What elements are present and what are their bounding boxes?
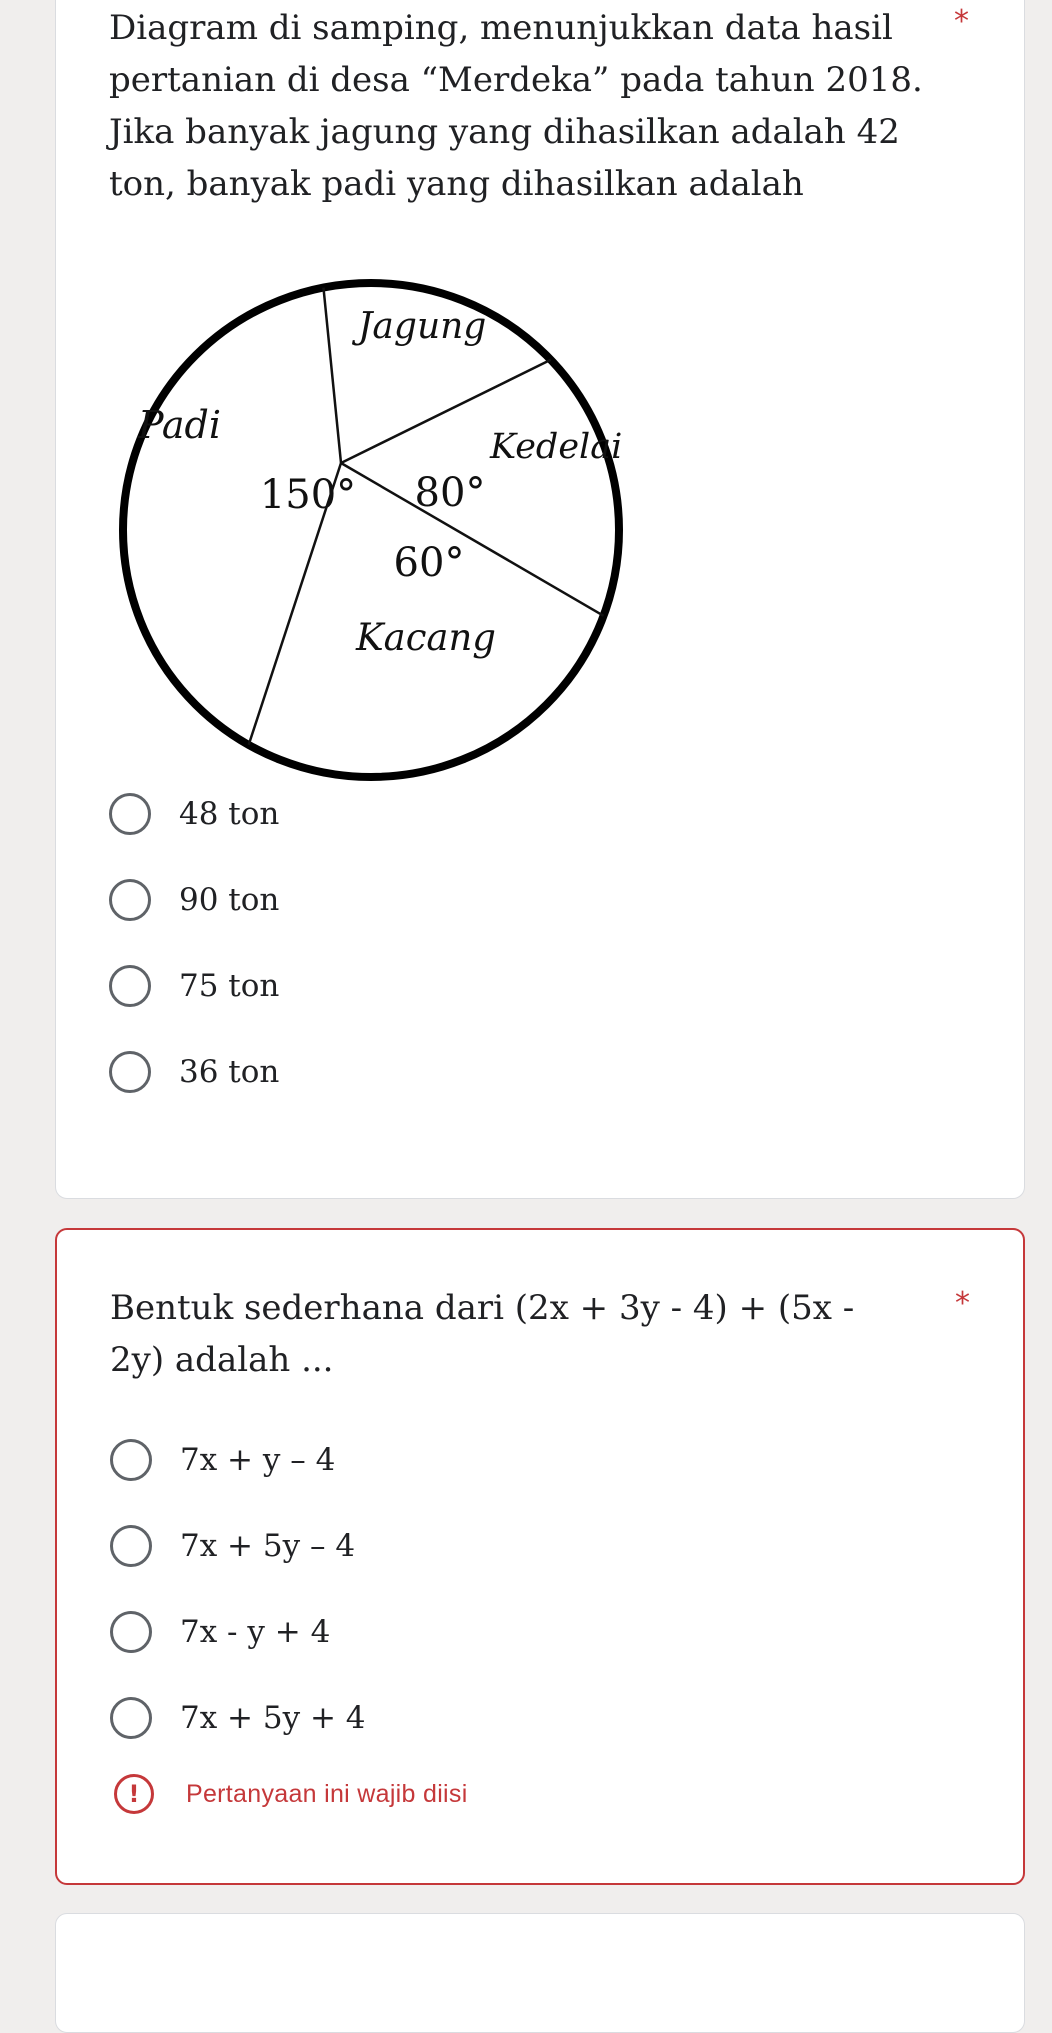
option-label: 90 ton (179, 882, 280, 918)
slice-label-jagung: Jagung (358, 306, 487, 347)
option-7x-5y-minus-4[interactable] (110, 1518, 355, 1574)
option-7x-5y-plus-4[interactable] (110, 1690, 366, 1746)
option-label: 7x + 5y – 4 (180, 1528, 356, 1564)
slice-label-kacang: Kacang (356, 616, 496, 659)
option-7x-minus-y-plus-4[interactable] (110, 1604, 330, 1660)
option-label: 7x + 5y + 4 (180, 1700, 366, 1736)
question-2-text: Bentuk sederhana dari (2x + 3y - 4) + (5x - 2y) adalah ... (110, 1288, 855, 1380)
option-label: 7x - y + 4 (180, 1614, 331, 1650)
option-36-ton[interactable] (109, 1044, 279, 1100)
question-1-text: Diagram di samping, menunjukkan data hasil pertanian di desa “Merdeka” pada tahun 2018. Jika banyak jagung yang dihasilkan adalah 42 ton, banyak padi yang dihasilkan adalah (109, 8, 923, 204)
radio-circle-icon[interactable] (110, 1697, 152, 1739)
radio-circle-icon[interactable] (109, 793, 151, 835)
radio-circle-icon[interactable] (109, 1051, 151, 1093)
option-label: 75 ton (179, 968, 280, 1004)
question-card-3 (55, 1913, 1025, 2033)
radio-circle-icon[interactable] (109, 965, 151, 1007)
question-card-2 (55, 1228, 1025, 1885)
error-message: Pertanyaan ini wajib diisi (186, 1779, 468, 1808)
option-75-ton[interactable] (109, 958, 279, 1014)
pie-chart (116, 270, 636, 790)
option-label: 48 ton (179, 796, 280, 832)
option-48-ton[interactable] (109, 786, 279, 842)
radio-circle-icon[interactable] (110, 1439, 152, 1481)
question-card-1 (55, 0, 1025, 1199)
option-90-ton[interactable] (109, 872, 279, 928)
required-asterisk: * (955, 1286, 970, 1321)
required-asterisk: * (954, 4, 969, 39)
slice-angle-kedelai: 80° (414, 470, 486, 516)
slice-angle-kacang: 60° (393, 540, 465, 586)
slice-label-padi: Padi (138, 403, 221, 447)
radio-circle-icon[interactable] (109, 879, 151, 921)
option-7x-y-minus-4[interactable] (110, 1432, 335, 1488)
slice-label-kedelai: Kedelai (490, 427, 623, 467)
pie-outline (123, 283, 619, 777)
required-error (114, 1774, 468, 1814)
option-label: 7x + y – 4 (180, 1442, 336, 1478)
error-exclamation-icon: ! (114, 1774, 154, 1814)
option-label: 36 ton (179, 1054, 280, 1090)
radio-circle-icon[interactable] (110, 1525, 152, 1567)
slice-angle-padi: 150° (259, 472, 357, 518)
radio-circle-icon[interactable] (110, 1611, 152, 1653)
